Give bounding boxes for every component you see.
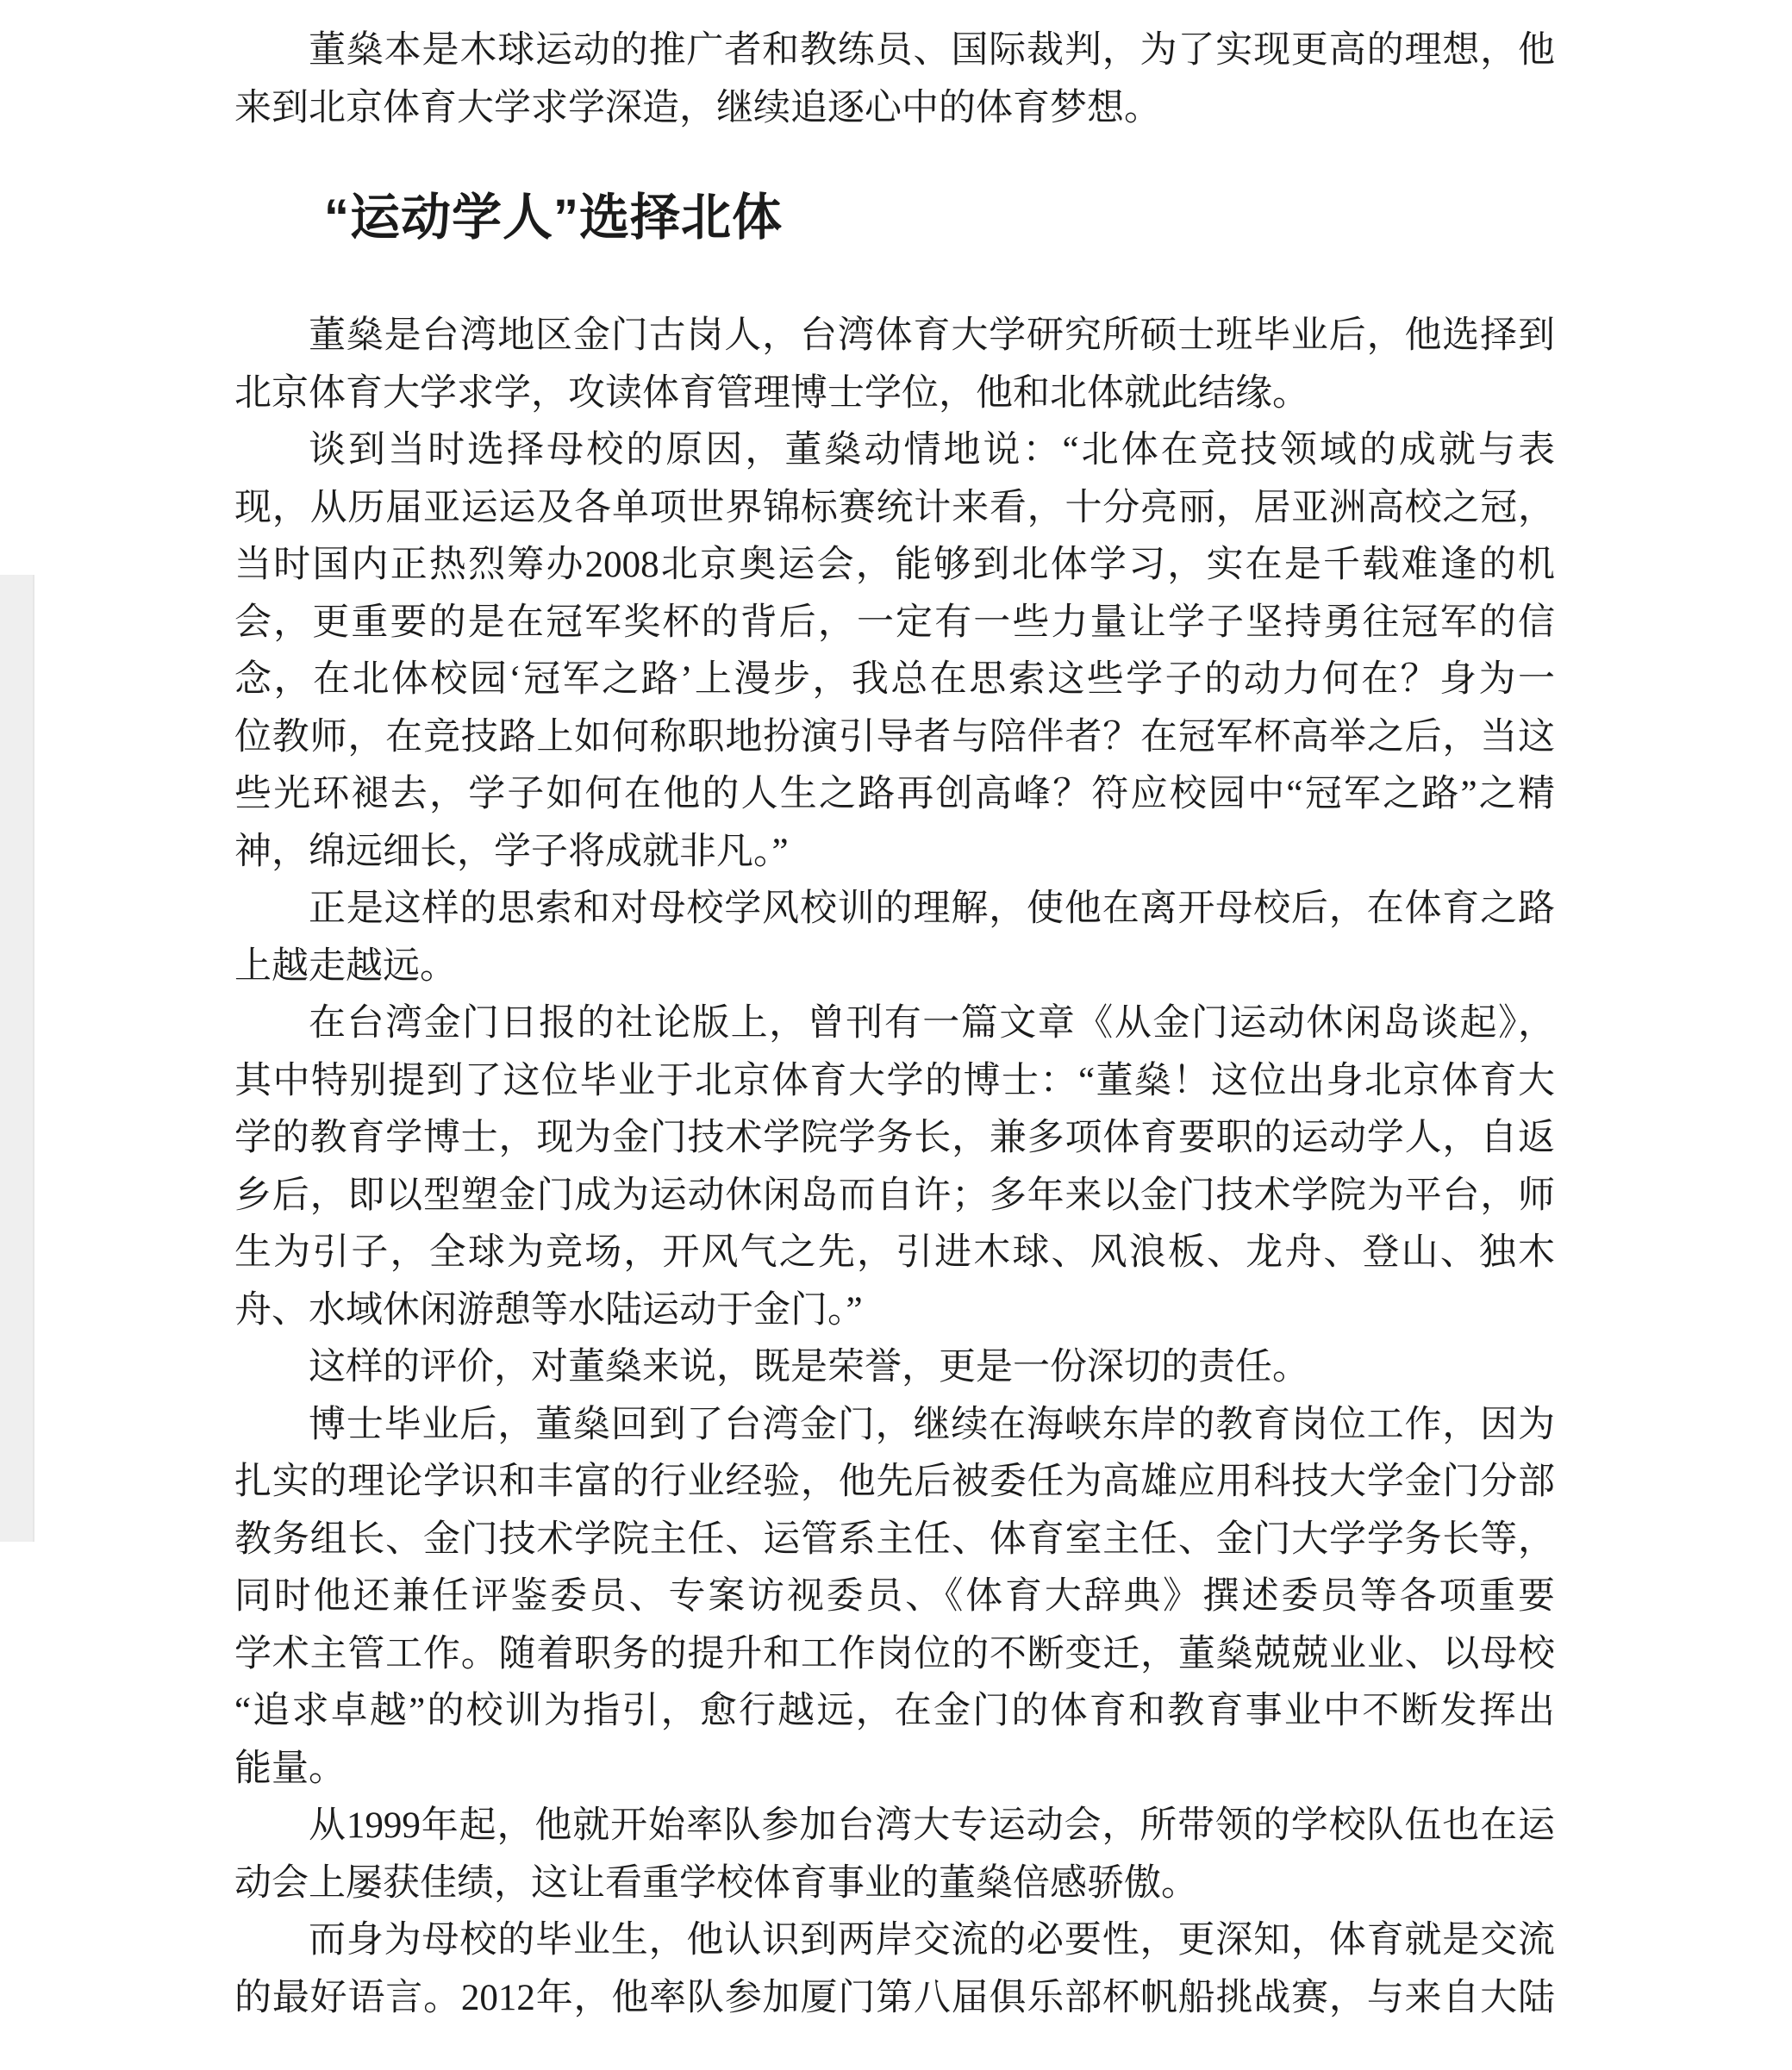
text-line: 扎实的理论学识和丰富的行业经验，他先后被委任为高雄应用科技大学金门分部	[234, 1462, 1555, 1502]
text-line: 动会上屡获佳绩，这让看重学校体育事业的董燊倍感骄傲。	[234, 1862, 1198, 1904]
paragraph	[234, 422, 1555, 881]
paragraph	[234, 1339, 1555, 1397]
paragraph	[234, 995, 1555, 1339]
text-line: 现，从历届亚运运及各单项世界锦标赛统计来看，十分亮丽，居亚洲高校之冠，	[234, 487, 1555, 528]
text-line: 而身为母校的毕业生，他认识到两岸交流的必要性，更深知，体育就是交流	[309, 1920, 1555, 1961]
text-line: 董燊本是木球运动的推广者和教练员、国际裁判，为了实现更高的理想，他	[309, 30, 1555, 71]
scan-artifact	[0, 575, 34, 1542]
text-line: 会，更重要的是在冠军奖杯的背后，一定有一些力量让学子坚持勇往冠军的信	[234, 602, 1555, 643]
text-column	[234, 22, 1555, 2027]
paragraph	[234, 308, 1555, 422]
text-line: 乡后，即以型塑金门成为运动休闲岛而自许；多年来以金门技术学院为平台，师	[234, 1175, 1555, 1216]
text-line: 神，绵远细长，学子将成就非凡。”	[234, 831, 789, 872]
text-line: 念，在北体校园‘冠军之路’上漫步，我总在思索这些学子的动力何在？身为一	[234, 659, 1555, 700]
paragraph	[234, 1798, 1555, 1912]
text-line: 生为引子，全球为竞场，开风气之先，引进木球、风浪板、龙舟、登山、独木	[234, 1232, 1555, 1273]
text-line: 位教师，在竞技路上如何称职地扮演引导者与陪伴者？在冠军杯高举之后，当这	[234, 716, 1555, 758]
paragraph	[234, 22, 1555, 137]
text-line: 其中特别提到了这位毕业于北京体育大学的博士：“董燊！这位出身北京体育大	[234, 1060, 1555, 1101]
text-line: 北京体育大学求学，攻读体育管理博士学位，他和北体就此结缘。	[234, 372, 1309, 414]
paragraph	[234, 1912, 1555, 2027]
text-line: 正是这样的思索和对母校学风校训的理解，使他在离开母校后，在体育之路	[309, 888, 1555, 929]
text-line: 当时国内正热烈筹办2008北京奥运会，能够到北体学习，实在是千载难逢的机	[234, 545, 1555, 585]
text-line: 舟、水域休闲游憩等水陆运动于金门。”	[234, 1289, 863, 1331]
paragraph	[234, 1397, 1555, 1799]
text-line: 学的教育学博士，现为金门技术学院学务长，兼多项体育要职的运动学人，自返	[234, 1118, 1555, 1158]
text-line: 教务组长、金门技术学院主任、运管系主任、体育室主任、金门大学学务长等，	[234, 1518, 1555, 1560]
text-line: 这样的评价，对董燊来说，既是荣誉，更是一份深切的责任。	[309, 1347, 1309, 1387]
text-line: 能量。	[234, 1748, 346, 1789]
text-line: 学术主管工作。随着职务的提升和工作岗位的不断变迁，董燊兢兢业业、以母校	[234, 1633, 1555, 1674]
text-line: 在台湾金门日报的社论版上，曾刊有一篇文章《从金门运动休闲岛谈起》，	[309, 1003, 1555, 1044]
section-heading: “运动学人”选择北体	[324, 190, 784, 246]
text-line: 的最好语言。2012年，他率队参加厦门第八届俱乐部杯帆船挑战赛，与来自大陆	[234, 1977, 1555, 2018]
text-line: 上越走越远。	[234, 945, 457, 987]
text-line: 些光环褪去，学子如何在他的人生之路再创高峰？符应校园中“冠军之路”之精	[234, 774, 1555, 814]
text-line: 博士毕业后，董燊回到了台湾金门，继续在海峡东岸的教育岗位工作，因为	[309, 1404, 1555, 1445]
paragraph	[234, 881, 1555, 995]
text-line: 来到北京体育大学求学深造，继续追逐心中的体育梦想。	[234, 87, 1161, 128]
text-line: 从1999年起，他就开始率队参加台湾大专运动会，所带领的学校队伍也在运	[309, 1805, 1555, 1846]
text-line: 谈到当时选择母校的原因，董燊动情地说：“北体在竞技领域的成就与表	[309, 430, 1555, 471]
text-line: 董燊是台湾地区金门古岗人，台湾体育大学研究所硕士班毕业后，他选择到	[309, 315, 1555, 356]
text-line: 同时他还兼任评鉴委员、专案访视委员、《体育大辞典》撰述委员等各项重要	[234, 1576, 1555, 1617]
text-line: “追求卓越”的校训为指引，愈行越远，在金门的体育和教育事业中不断发挥出	[234, 1691, 1555, 1731]
